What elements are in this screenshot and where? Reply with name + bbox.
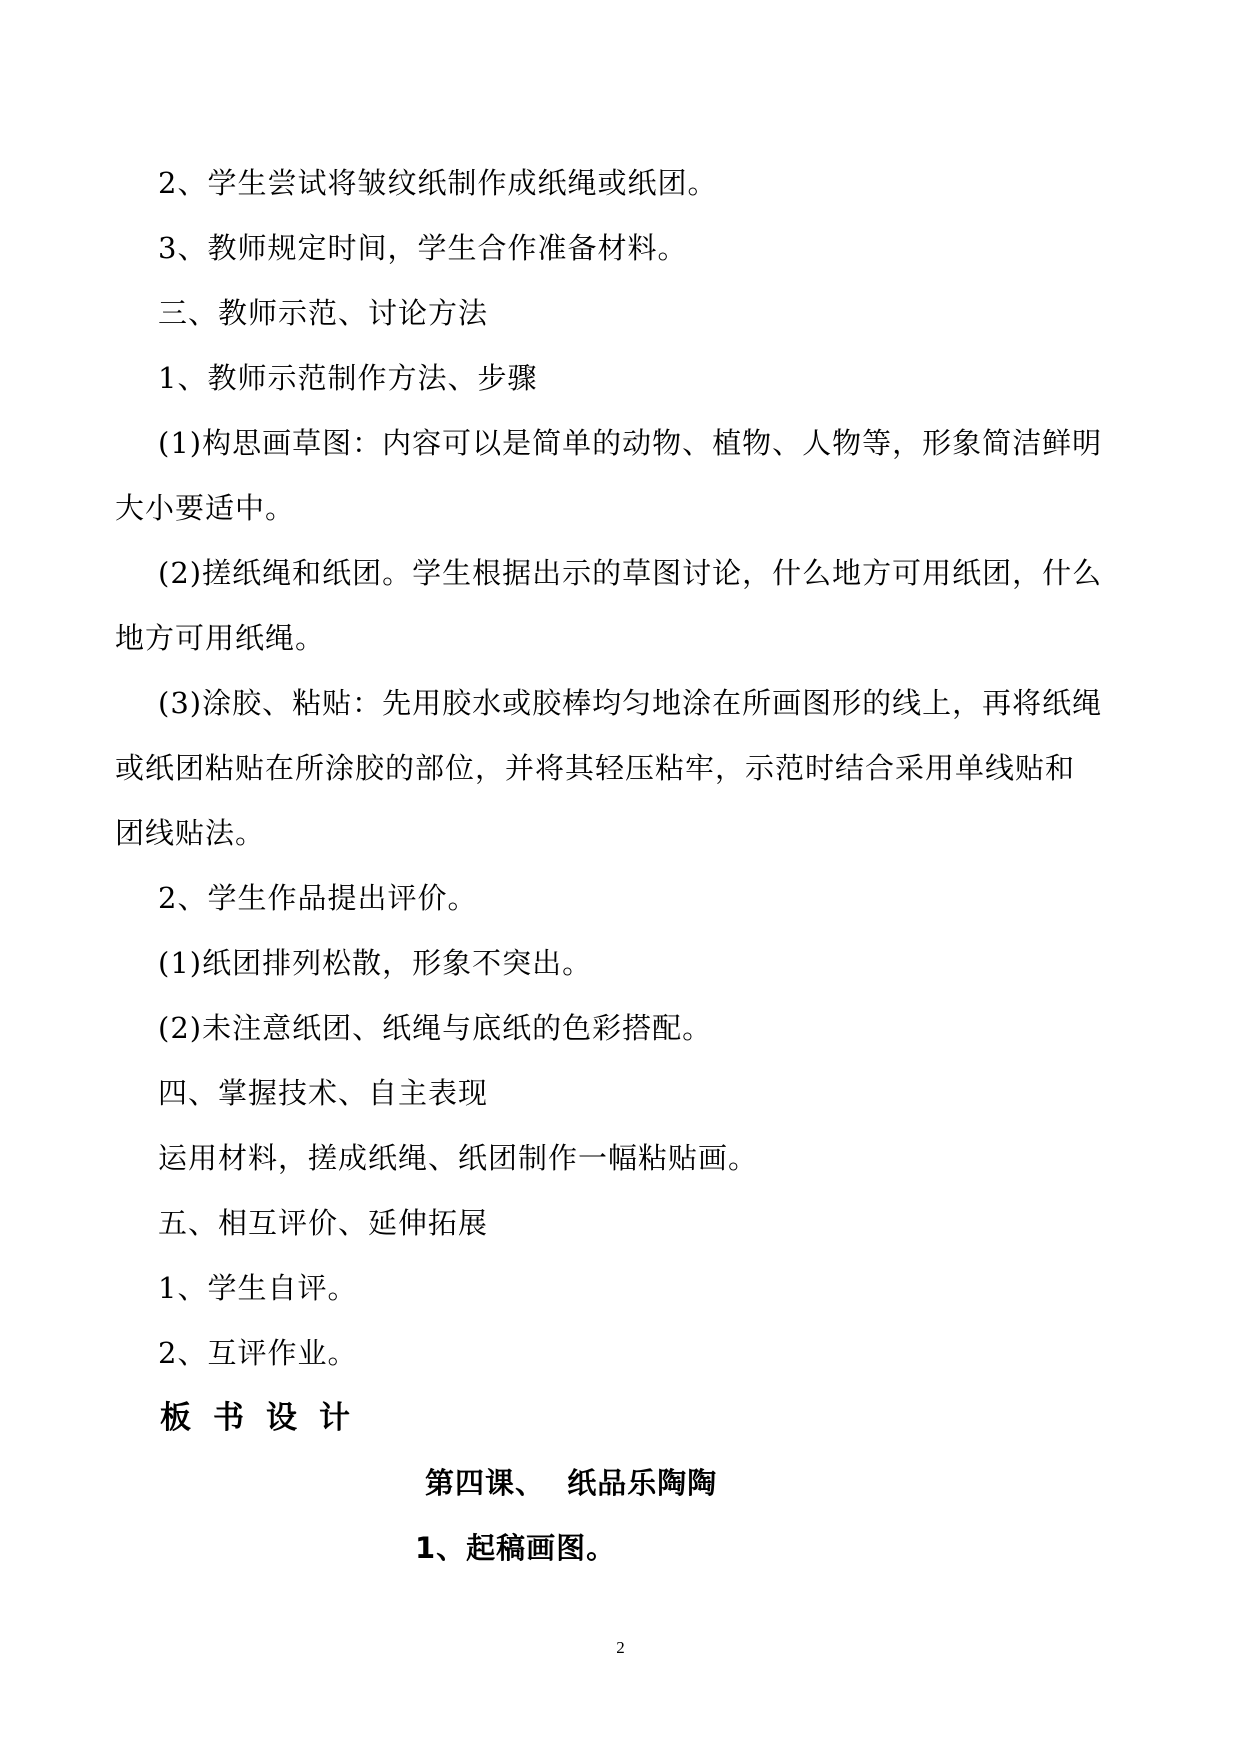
section-heading: 四、掌握技术、自主表现 xyxy=(158,1076,489,1110)
board-step: 1、起稿画图。 xyxy=(415,1531,617,1565)
paragraph-line: 团线贴法。 xyxy=(115,816,266,850)
paragraph-line: 2、互评作业。 xyxy=(158,1336,358,1370)
board-design-heading: 板书设计 xyxy=(160,1400,372,1436)
paragraph-line: 1、学生自评。 xyxy=(158,1271,358,1305)
section-heading: 三、教师示范、讨论方法 xyxy=(158,296,489,330)
paragraph-line: 1、教师示范制作方法、步骤 xyxy=(158,361,538,395)
paragraph-line: (1)纸团排列松散，形象不突出。 xyxy=(158,946,593,980)
page-number: 2 xyxy=(616,1638,625,1657)
paragraph-line: (2)未注意纸团、纸绳与底纸的色彩搭配。 xyxy=(158,1011,713,1045)
paragraph-line: (3)涂胶、粘贴：先用胶水或胶棒均匀地涂在所画图形的线上，再将纸绳 xyxy=(158,686,1103,720)
paragraph-line: 2、学生尝试将皱纹纸制作成纸绳或纸团。 xyxy=(158,166,718,200)
paragraph-line: (1)构思画草图：内容可以是简单的动物、植物、人物等，形象简洁鲜明 xyxy=(158,426,1103,460)
paragraph-line: 3、教师规定时间，学生合作准备材料。 xyxy=(158,231,688,265)
paragraph-line: 大小要适中。 xyxy=(115,491,296,525)
section-heading: 五、相互评价、延伸拓展 xyxy=(158,1206,489,1240)
paragraph-line: (2)搓纸绳和纸团。学生根据出示的草图讨论，什么地方可用纸团，什么 xyxy=(158,556,1103,590)
paragraph-line: 2、学生作品提出评价。 xyxy=(158,881,478,915)
paragraph-line: 地方可用纸绳。 xyxy=(115,621,326,655)
paragraph-line: 或纸团粘贴在所涂胶的部位，并将其轻压粘牢，示范时结合采用单线贴和 xyxy=(115,751,1076,785)
paragraph-line: 运用材料，搓成纸绳、纸团制作一幅粘贴画。 xyxy=(158,1141,759,1175)
lesson-title: 第四课、 纸品乐陶陶 xyxy=(425,1466,718,1500)
